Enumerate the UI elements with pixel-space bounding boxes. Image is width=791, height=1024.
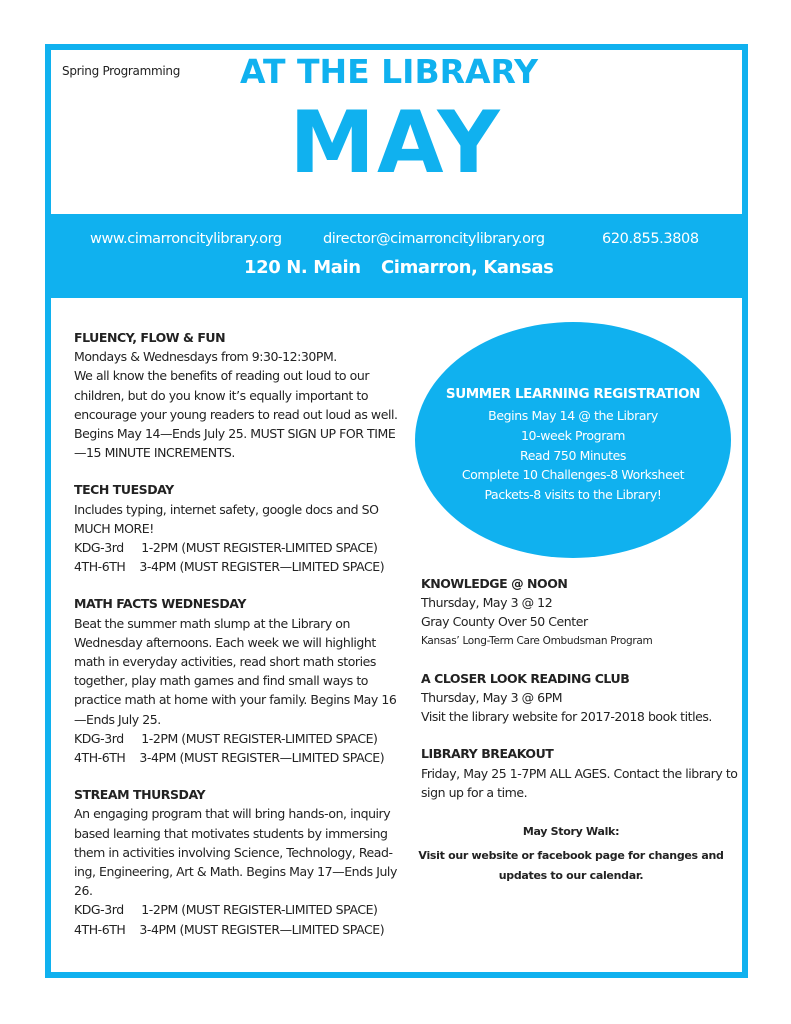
section-text: Mondays & Wednesdays from 9:30-12:30PM.	[74, 349, 337, 365]
section-text: Includes typing, internet safety, google docs and SO MUCH MORE!	[74, 501, 379, 536]
left-column	[74, 328, 404, 957]
summer-learning-line: 10-week Program	[521, 427, 625, 443]
phone-number: 620.855.3808	[602, 231, 699, 247]
event-library-breakout	[421, 744, 741, 802]
section-title: LIBRARY BREAKOUT	[421, 746, 554, 762]
schedule-line: KDG-3rd 1-2PM (MUST REGISTER-LIMITED SPACE)	[74, 540, 378, 556]
section-title: KNOWLEDGE @ NOON	[421, 576, 568, 591]
section-text: An engaging program that will bring hands-on, inquiry based learning that motivates students by immersing them in activities involving Science, Technology, Read-ing, Engineering, Art & Math. Begins May 17—Ends July 26.	[74, 806, 397, 899]
website-link[interactable]: www.cimarroncitylibrary.org	[90, 231, 282, 247]
month-title: MAY	[289, 93, 502, 193]
schedule-line: KDG-3rd 1-2PM (MUST REGISTER-LIMITED SPACE)	[74, 730, 378, 746]
section-text: Gray County Over 50 Center	[421, 614, 588, 630]
summer-learning-line: Complete 10 Challenges-8 Worksheet	[461, 467, 685, 483]
summer-learning-line: Packets-8 visits to the Library!	[484, 487, 662, 503]
event-closer-look-reading-club	[421, 669, 741, 727]
story-walk-message: Visit our website or facebook page for changes and updates to our calendar.	[418, 849, 724, 882]
program-tech-tuesday	[74, 480, 404, 576]
section-title: STREAM THURSDAY	[74, 787, 206, 803]
story-walk-title: May Story Walk:	[522, 825, 620, 838]
section-text: Thursday, May 3 @ 6PM	[421, 690, 563, 706]
header-title: AT THE LIBRARY	[240, 52, 539, 91]
schedule-line: KDG-3rd 1-2PM (MUST REGISTER-LIMITED SPACE)	[74, 902, 378, 918]
section-text: Thursday, May 3 @ 12	[421, 595, 553, 611]
event-knowledge-at-noon	[421, 574, 741, 651]
section-text: Visit the library website for 2017-2018 book titles.	[421, 709, 712, 725]
program-stream-thursday	[74, 785, 404, 939]
program-math-facts-wednesday	[74, 594, 404, 767]
summer-learning-title: SUMMER LEARNING REGISTRATION	[445, 386, 701, 402]
program-fluency-flow-fun	[74, 328, 404, 462]
section-title: FLUENCY, FLOW & FUN	[74, 330, 226, 345]
section-title: MATH FACTS WEDNESDAY	[74, 596, 246, 612]
summer-learning-content	[415, 384, 731, 505]
right-column	[421, 574, 741, 820]
schedule-line: 4TH-6TH 3-4PM (MUST REGISTER—LIMITED SPACE)	[74, 750, 385, 766]
section-note: Kansas’ Long-Term Care Ombudsman Program	[421, 634, 653, 647]
story-walk-notice	[411, 822, 731, 886]
season-label: Spring Programming	[62, 64, 181, 78]
summer-learning-line: Read 750 Minutes	[519, 447, 627, 463]
section-text: Beat the summer math slump at the Library on Wednesday afternoons. Each week we will highlight math in everyday activities, read short math stories together, play math games and find small ways to practice math at home with your family. Begins May 16—Ends July 25.	[74, 615, 397, 727]
summer-learning-line: Begins May 14 @ the Library	[488, 408, 658, 423]
contact-band	[51, 214, 742, 298]
section-text: We all know the benefits of reading out loud to our children, but do you know it’s equally important to encourage your young readers to read out loud as well. Begins May 14—Ends July 25. MUST SIGN UP FOR TIME—15 MINUTE INCREMENTS.	[74, 368, 398, 461]
schedule-line: 4TH-6TH 3-4PM (MUST REGISTER—LIMITED SPACE)	[74, 559, 385, 575]
address-street: 120 N. Main	[244, 257, 361, 278]
section-text: Friday, May 25 1-7PM ALL AGES. Contact the library to sign up for a time.	[421, 765, 738, 800]
address-city: Cimarron, Kansas	[381, 257, 554, 278]
section-title: TECH TUESDAY	[74, 482, 174, 498]
schedule-line: 4TH-6TH 3-4PM (MUST REGISTER—LIMITED SPACE)	[74, 921, 385, 937]
summer-learning-callout	[415, 322, 731, 558]
section-title: A CLOSER LOOK READING CLUB	[421, 670, 630, 686]
email-link[interactable]: director@cimarroncitylibrary.org	[323, 231, 545, 247]
